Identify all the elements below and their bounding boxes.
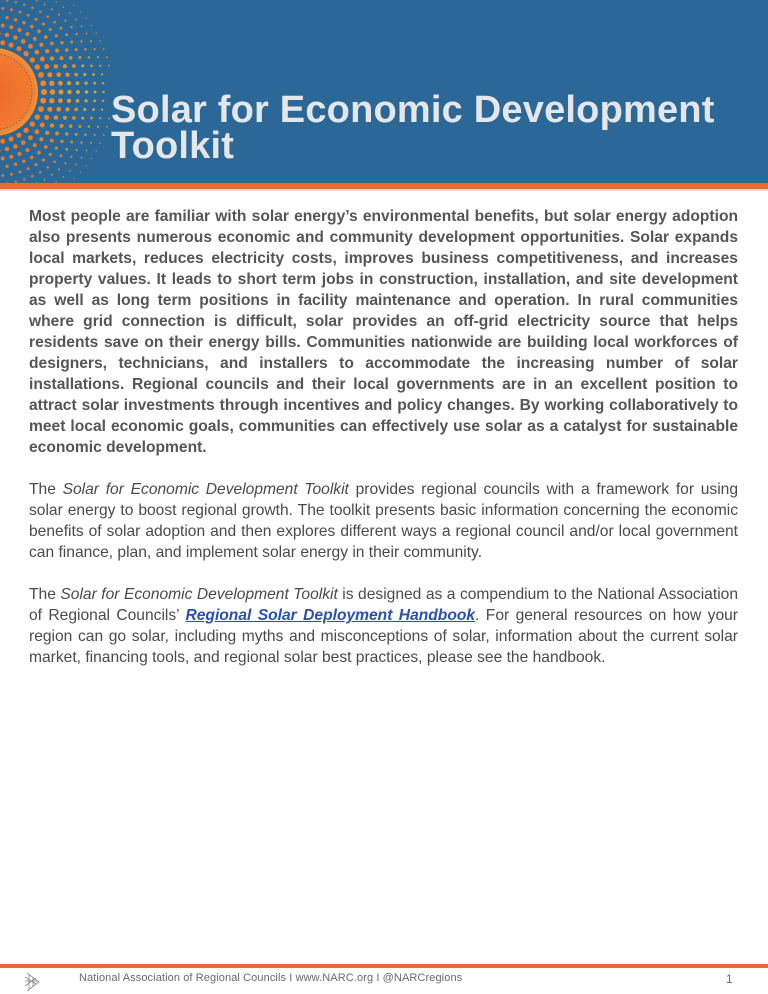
paragraph-toolkit-overview (29, 479, 738, 563)
footer-accent-rule (0, 964, 768, 968)
title-line-1: Solar for Economic Development (111, 89, 715, 131)
page-title (111, 89, 715, 167)
title-line-2: Toolkit (111, 125, 235, 167)
paragraph-intro: Most people are familiar with solar energy’s environmental benefits, but solar energy adoption also presents numerous economic and community development opportunities. Solar expands local markets, reduces electricity costs, improves business competitiveness, and increases property values. It leads to short term jobs in construction, installation, and site development as well as long term positions in facility maintenance and operation. In rural communities where grid connection is difficult, solar provides an off-grid electricity source that helps residents save on their energy bills. Communities nationwide are building local workforces of designers, technicians, and installers to accommodate the increasing number of solar installations. Regional councils and their local governments are in an excellent position to attract solar investments through incentives and policy changes. By working collaboratively to meet local economic goals, communities can effectively use solar as a catalyst for sustainable economic development. (29, 208, 738, 456)
text-fragment: provides regional councils with a framework for using solar energy to boost regional growth. The toolkit presents basic information concerning the economic benefits of solar adoption and then explores different ways a regional council and/or local government can finance, plan, and implement solar energy in their community. (29, 481, 739, 561)
header-banner (0, 0, 768, 183)
text-fragment: . For general resources on how your region can go solar, including myths and misconceptions of solar, information about the current solar market, financing tools, and regional solar best practices, please see the handbook. (29, 607, 738, 666)
paragraph-handbook-reference (29, 584, 738, 668)
toolkit-title-italic: Solar for Economic Development Toolkit (62, 481, 349, 498)
page-number: 1 (726, 972, 733, 986)
text-fragment: The (29, 586, 61, 603)
body-content (29, 206, 738, 689)
text-fragment: The (29, 481, 63, 498)
text-fragment: is designed as a compendium to the National Association of Regional Councils’ (29, 586, 738, 624)
toolkit-title-italic: Solar for Economic Development Toolkit (60, 586, 338, 603)
header-accent-rule-light (0, 189, 768, 191)
footer-organization-text: National Association of Regional Councils I www.NARC.org I @NARCregions (79, 972, 463, 984)
sunburst-icon (0, 0, 110, 183)
narc-logo-icon (24, 972, 42, 992)
handbook-link[interactable]: Regional Solar Deployment Handbook (185, 607, 476, 624)
